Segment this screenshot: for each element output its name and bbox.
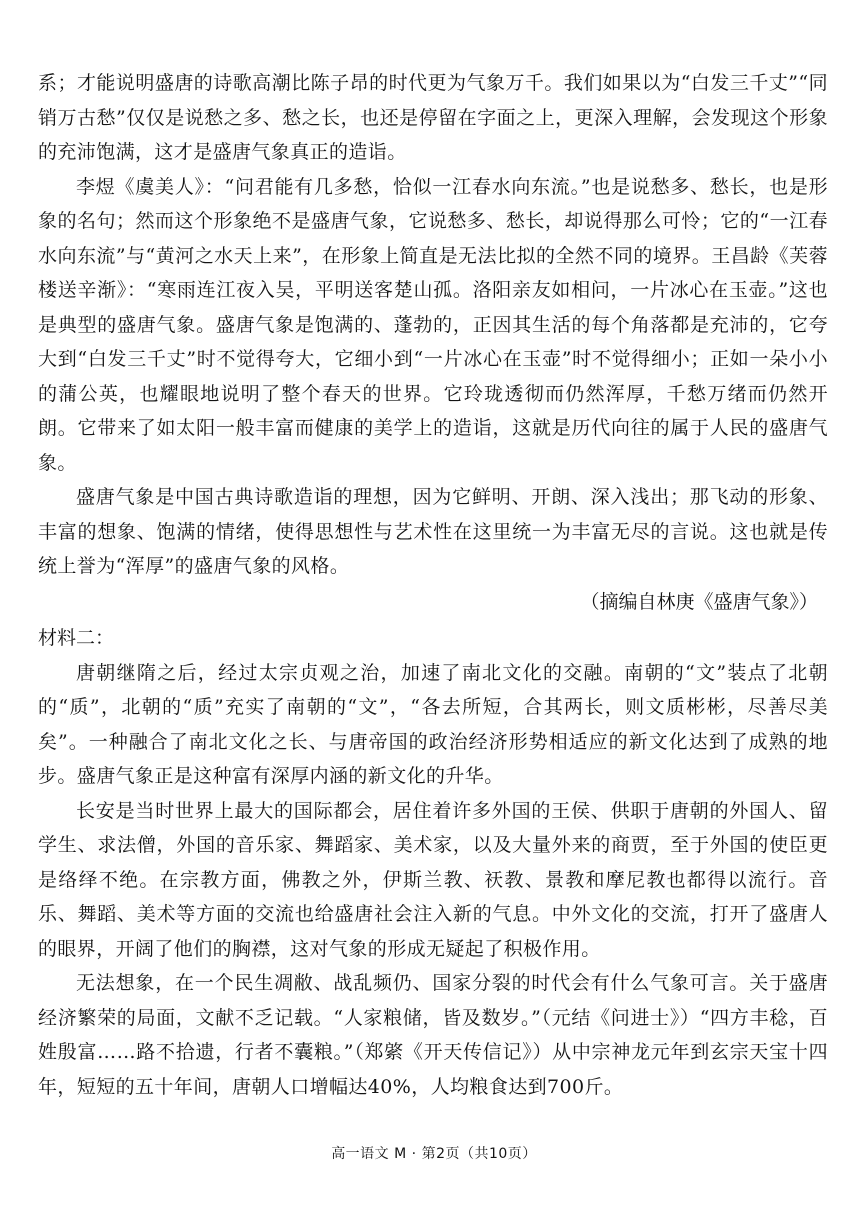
paragraph-cultural-fusion: 唐朝继隋之后，经过太宗贞观之治，加速了南北文化的交融。南朝的“文”装点了北朝的“质”，北朝的“质”充实了南朝的“文”，“各去所短，合其两长，则文质彬彬，尽善尽美矣”。一种融合了南北文化之长、与唐帝国的政治经济形势相适应的新文化达到了成熟的地步。盛唐气象正是这种富有深厚内涵的新文化的升华。: [38, 661, 828, 787]
paragraph-ideal: 盛唐气象是中国古典诗歌造诣的理想，因为它鲜明、开朗、深入浅出；那飞动的形象、丰富的想象、饱满的情绪，使得思想性与艺术性在这里统一为丰富无尽的言说。这也就是传统上誉为“浑厚”的盛唐气象的风格。: [38, 486, 828, 577]
paragraph-continuation: 系；才能说明盛唐的诗歌高潮比陈子昂的时代更为气象万千。我们如果以为“白发三千丈”“同销万古愁”仅仅是说愁之多、愁之长，也还是停留在字面之上，更深入理解，会发现这个形象的充沛饱满，这才是盛唐气象真正的造诣。: [38, 72, 828, 163]
paragraph-changan: 长安是当时世界上最大的国际都会，居住着许多外国的王侯、供职于唐朝的外国人、留学生、求法僧，外国的音乐家、舞蹈家、美术家，以及大量外来的商贾，至于外国的使臣更是络绎不绝。在宗教方面，佛教之外，伊斯兰教、祆教、景教和摩尼教也都得以流行。音乐、舞蹈、美术等方面的交流也给盛唐社会注入新的气息。中外文化的交流，打开了盛唐人的眼界，开阔了他们的胸襟，这对气象的形成无疑起了积极作用。: [38, 799, 828, 960]
material-two-heading: 材料二：: [38, 626, 115, 649]
paragraph-li-yu: 李煜《虞美人》：“问君能有几多愁，恰似一江春水向东流。”也是说愁多、愁长，也是形象的名句；然而这个形象绝不是盛唐气象，它说愁多、愁长，却说得那么可怜；它的“一江春水向东流”与“黄河之水天上来”，在形象上简直是无法比拟的全然不同的境界。王昌龄《芙蓉楼送辛渐》：“寒雨连江夜入吴，平明送客楚山孤。洛阳亲友如相问，一片冰心在玉壶。”这也是典型的盛唐气象。盛唐气象是饱满的、蓬勃的，正因其生活的每个角落都是充沛的，它夸大到“白发三千丈”时不觉得夸大，它细小到“一片冰心在玉壶”时不觉得细小；正如一朵小小的蒲公英，也耀眼地说明了整个春天的世界。它玲珑透彻而仍然浑厚，千愁万绪而仍然开朗。它带来了如太阳一般丰富而健康的美学上的造诣，这就是历代向往的属于人民的盛唐气象。: [38, 175, 828, 474]
page-footer: 高一语文 M · 第2页（共10页）: [331, 1146, 537, 1162]
document-page: [38, 66, 828, 1104]
paragraph-economy: 无法想象，在一个民生凋敝、战乱频仍、国家分裂的时代会有什么气象可言。关于盛唐经济繁荣的局面，文献不乏记载。“人家粮储，皆及数岁。”（元结《问进士》）“四方丰稔，百姓殷富……路不拾遗，行者不囊粮。”（郑綮《开天传信记》）从中宗神龙元年到玄宗天宝十四年，短短的五十年间，唐朝人口增幅达40%，人均粮食达到700斤。: [38, 972, 828, 1098]
source-citation: （摘编自林庚《盛唐气象》）: [580, 590, 818, 613]
